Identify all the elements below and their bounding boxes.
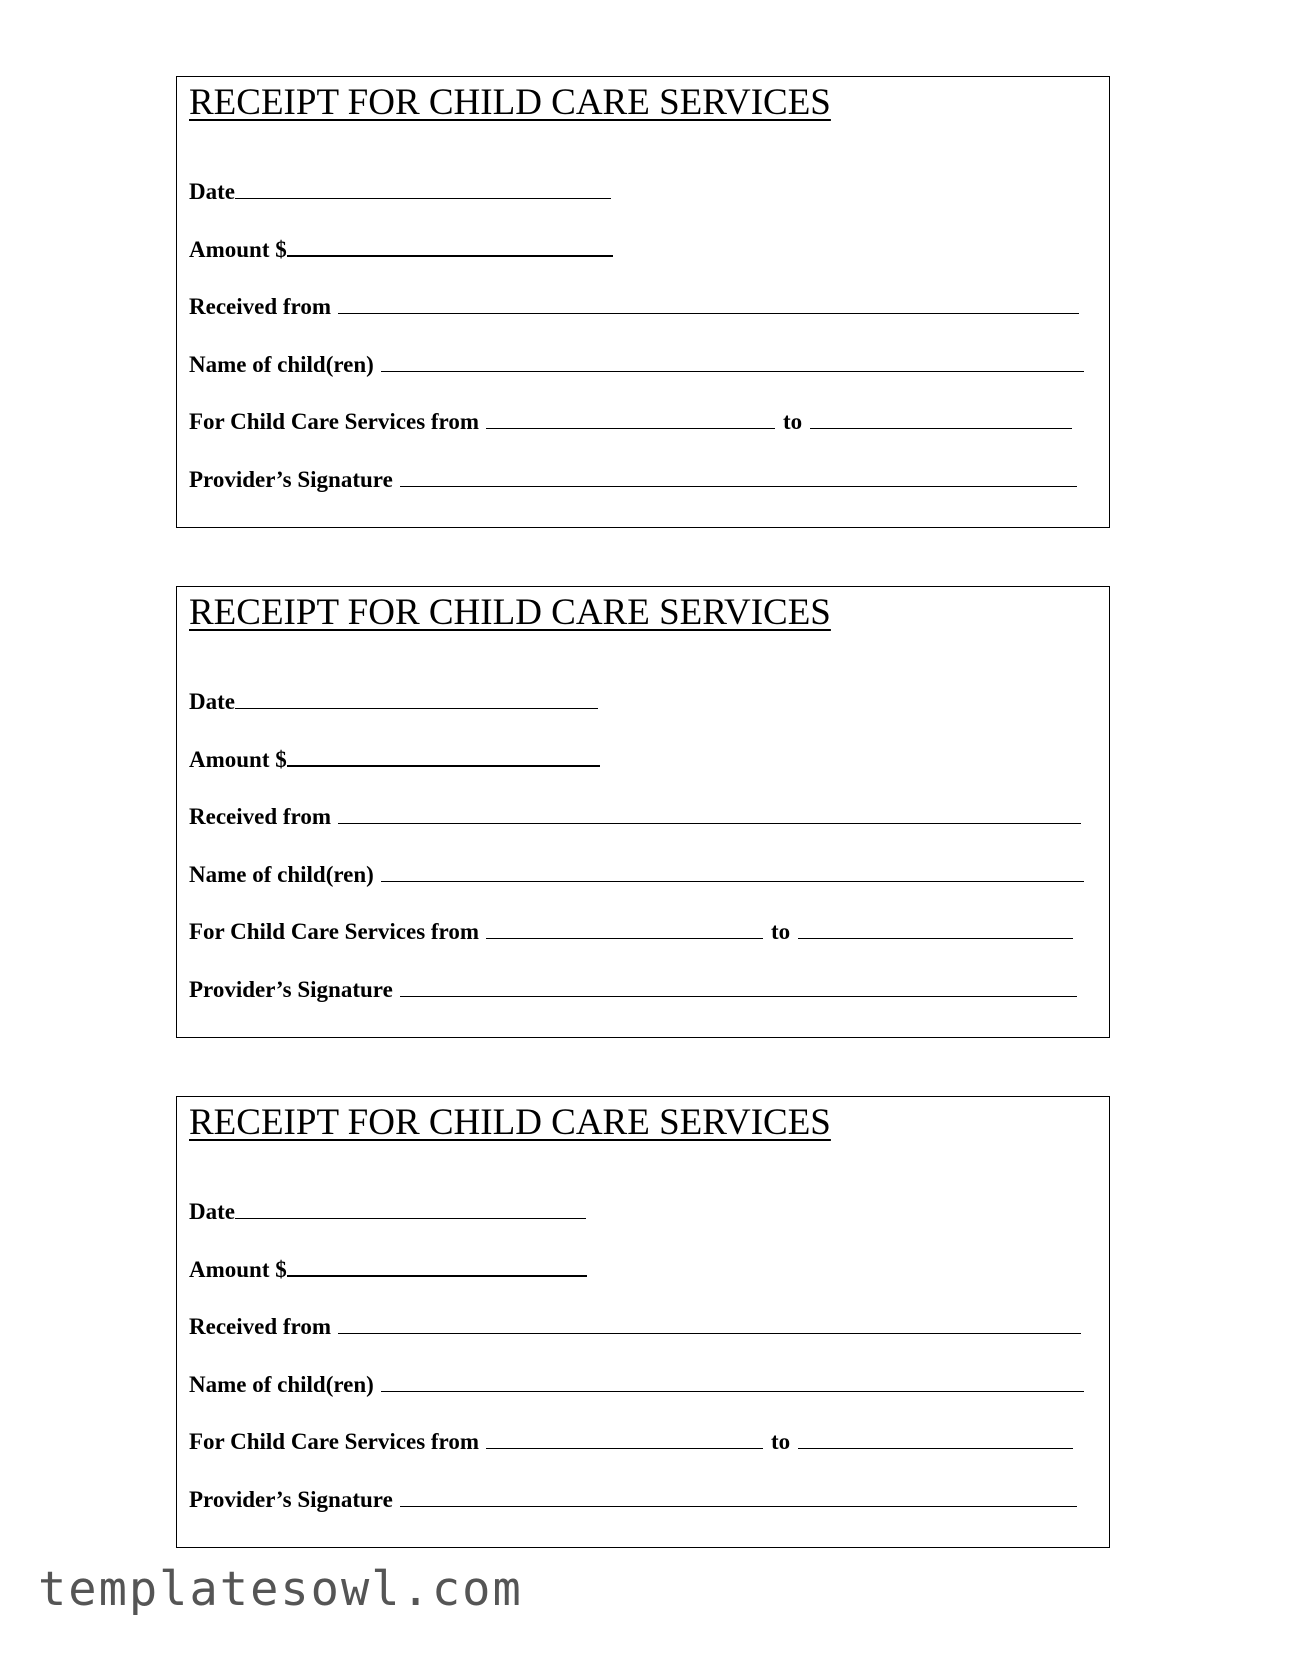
receipt-title: RECEIPT FOR CHILD CARE SERVICES	[189, 1102, 831, 1143]
children-row	[189, 1370, 1084, 1400]
received-from-row	[189, 292, 1079, 322]
children-field[interactable]	[381, 861, 1084, 882]
receipt-card	[176, 1096, 1110, 1548]
amount-label: Amount $	[189, 1257, 287, 1282]
received-from-field[interactable]	[338, 1313, 1081, 1334]
date-label: Date	[189, 179, 235, 204]
children-row	[189, 350, 1084, 380]
received-from-row	[189, 802, 1081, 832]
children-field[interactable]	[381, 1371, 1084, 1392]
date-row	[189, 1197, 586, 1227]
services-to-field[interactable]	[810, 408, 1072, 429]
received-from-label: Received from	[189, 294, 331, 319]
services-to-label: to	[771, 919, 791, 944]
amount-row	[189, 235, 613, 265]
date-label: Date	[189, 1199, 235, 1224]
signature-label: Provider’s Signature	[189, 1487, 393, 1512]
receipt-card	[176, 76, 1110, 528]
date-label: Date	[189, 689, 235, 714]
children-field[interactable]	[381, 351, 1084, 372]
signature-label: Provider’s Signature	[189, 467, 393, 492]
amount-field[interactable]	[287, 235, 613, 257]
signature-field[interactable]	[400, 1486, 1077, 1507]
receipt-title: RECEIPT FOR CHILD CARE SERVICES	[189, 592, 831, 633]
children-label: Name of child(ren)	[189, 1372, 374, 1397]
amount-label: Amount $	[189, 237, 287, 262]
children-label: Name of child(ren)	[189, 862, 374, 887]
received-from-field[interactable]	[338, 293, 1079, 314]
date-field[interactable]	[235, 1198, 586, 1219]
amount-field[interactable]	[287, 1255, 587, 1277]
watermark: templatesowl.com	[38, 1562, 523, 1617]
services-from-field[interactable]	[486, 1428, 763, 1449]
received-from-row	[189, 1312, 1081, 1342]
children-label: Name of child(ren)	[189, 352, 374, 377]
received-from-field[interactable]	[338, 803, 1081, 824]
signature-label: Provider’s Signature	[189, 977, 393, 1002]
date-row	[189, 177, 611, 207]
date-row	[189, 687, 598, 717]
date-field[interactable]	[235, 178, 611, 199]
received-from-label: Received from	[189, 804, 331, 829]
services-from-field[interactable]	[486, 408, 775, 429]
amount-label: Amount $	[189, 747, 287, 772]
amount-row	[189, 1255, 587, 1285]
received-from-label: Received from	[189, 1314, 331, 1339]
services-period-row	[189, 1427, 1073, 1457]
signature-field[interactable]	[400, 466, 1077, 487]
date-field[interactable]	[235, 688, 598, 709]
amount-row	[189, 745, 600, 775]
services-to-label: to	[783, 409, 803, 434]
children-row	[189, 860, 1084, 890]
services-from-field[interactable]	[486, 918, 763, 939]
services-from-label: For Child Care Services from	[189, 1429, 480, 1454]
services-period-row	[189, 407, 1072, 437]
receipt-title: RECEIPT FOR CHILD CARE SERVICES	[189, 82, 831, 123]
services-period-row	[189, 917, 1073, 947]
signature-field[interactable]	[400, 976, 1077, 997]
services-to-field[interactable]	[798, 918, 1073, 939]
signature-row	[189, 465, 1077, 495]
services-from-label: For Child Care Services from	[189, 409, 480, 434]
services-from-label: For Child Care Services from	[189, 919, 480, 944]
receipt-card	[176, 586, 1110, 1038]
amount-field[interactable]	[287, 745, 600, 767]
services-to-label: to	[771, 1429, 791, 1454]
signature-row	[189, 1485, 1077, 1515]
signature-row	[189, 975, 1077, 1005]
services-to-field[interactable]	[798, 1428, 1073, 1449]
